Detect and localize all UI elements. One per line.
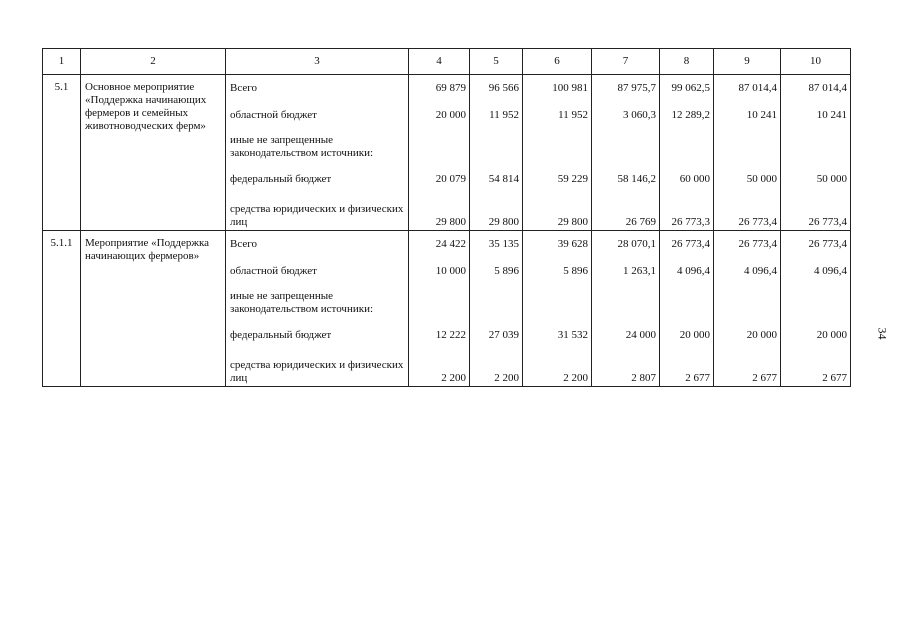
funding-source-label: иные не запрещенные законодательством источники: (230, 290, 374, 315)
value-cell (592, 231, 660, 387)
value: 28 070,1 (617, 238, 656, 250)
value: 29 800 (435, 216, 466, 228)
page-number: 34 (875, 327, 890, 340)
header-cell: 7 (592, 49, 660, 75)
value-cell (470, 75, 523, 231)
value (409, 128, 469, 166)
value: 26 773,4 (808, 216, 847, 228)
value: 5 896 (494, 264, 519, 277)
value: 10 241 (816, 108, 847, 121)
value: 4 096,4 (744, 264, 777, 277)
budget-table (42, 48, 851, 387)
value: 35 135 (488, 238, 519, 250)
value: 20 079 (435, 172, 466, 185)
funding-source-label: федеральный бюджет (230, 328, 332, 341)
value: 58 146,2 (617, 172, 656, 185)
value: 12 289,2 (671, 108, 710, 121)
value: 39 628 (557, 238, 588, 250)
value-cell (714, 75, 781, 231)
value (592, 284, 659, 322)
funding-source-label: областной бюджет (230, 264, 317, 277)
value: 4 096,4 (677, 264, 710, 277)
header-cell: 8 (660, 49, 714, 75)
value: 2 200 (441, 372, 466, 384)
value: 2 200 (494, 372, 519, 384)
value: 26 773,3 (671, 216, 710, 228)
header-cell: 3 (226, 49, 409, 75)
value: 59 229 (557, 172, 588, 185)
value (781, 284, 850, 322)
value-cell (470, 231, 523, 387)
value: 4 096,4 (814, 264, 847, 277)
value: 50 000 (816, 172, 847, 185)
funding-source-cell (226, 75, 409, 231)
value: 5 896 (563, 264, 588, 277)
value: 20 000 (746, 328, 777, 341)
funding-source-label: средства юридических и физических лиц (230, 359, 404, 384)
value: 87 975,7 (617, 82, 656, 94)
value-cell (714, 231, 781, 387)
value: 69 879 (435, 82, 466, 94)
value: 2 200 (563, 372, 588, 384)
value-cell (592, 75, 660, 231)
header-cell: 9 (714, 49, 781, 75)
value: 3 060,3 (623, 108, 656, 121)
value (592, 128, 659, 166)
value (660, 284, 713, 322)
value: 96 566 (488, 82, 519, 94)
value: 2 677 (685, 372, 710, 384)
section-row (43, 75, 851, 231)
value: 12 222 (435, 328, 466, 341)
header-cell: 2 (81, 49, 226, 75)
value: 20 000 (816, 328, 847, 341)
value-cell (781, 75, 851, 231)
funding-source-label: Всего (230, 238, 257, 250)
value (470, 128, 522, 166)
value-cell (660, 231, 714, 387)
value: 26 773,4 (738, 216, 777, 228)
value: 11 952 (489, 108, 519, 121)
header-cell: 10 (781, 49, 851, 75)
value (523, 128, 591, 166)
value: 10 241 (746, 108, 777, 121)
header-cell: 5 (470, 49, 523, 75)
value: 24 000 (625, 328, 656, 341)
funding-source-label: средства юридических и физических лиц (230, 203, 404, 228)
header-cell: 4 (409, 49, 470, 75)
value: 20 000 (435, 108, 466, 121)
value: 54 814 (488, 172, 519, 185)
value: 10 000 (435, 264, 466, 277)
section-number: 5.1 (43, 75, 81, 231)
header-row (43, 49, 851, 75)
value-cell (409, 75, 470, 231)
value: 100 981 (552, 82, 588, 94)
value: 50 000 (746, 172, 777, 185)
value: 31 532 (557, 328, 588, 341)
value (660, 128, 713, 166)
value: 29 800 (557, 216, 588, 228)
value: 26 773,4 (738, 238, 777, 250)
value (409, 284, 469, 322)
value-cell (523, 75, 592, 231)
section-name: Основное мероприятие «Поддержка начинающих фермеров и семейных животноводческих ферм» (81, 75, 226, 231)
value: 87 014,4 (808, 82, 847, 94)
section-row (43, 231, 851, 387)
value-cell (409, 231, 470, 387)
section-number: 5.1.1 (43, 231, 81, 387)
value-cell (781, 231, 851, 387)
value: 11 952 (558, 108, 588, 121)
value: 2 807 (631, 372, 656, 384)
header-cell: 6 (523, 49, 592, 75)
funding-source-label: Всего (230, 82, 257, 94)
value: 87 014,4 (738, 82, 777, 94)
value: 20 000 (679, 328, 710, 341)
value (781, 128, 850, 166)
value: 99 062,5 (671, 82, 710, 94)
value: 29 800 (488, 216, 519, 228)
value: 27 039 (488, 328, 519, 341)
section-name: Мероприятие «Поддержка начинающих фермеров» (81, 231, 226, 387)
value-cell (660, 75, 714, 231)
value (714, 128, 780, 166)
value: 60 000 (679, 172, 710, 185)
funding-source-label: иные не запрещенные законодательством источники: (230, 134, 374, 159)
value: 2 677 (822, 372, 847, 384)
value (714, 284, 780, 322)
funding-source-cell (226, 231, 409, 387)
value: 2 677 (752, 372, 777, 384)
value (470, 284, 522, 322)
header-cell: 1 (43, 49, 81, 75)
value: 26 769 (625, 216, 656, 228)
funding-source-label: федеральный бюджет (230, 172, 332, 185)
value-cell (523, 231, 592, 387)
value: 26 773,4 (808, 238, 847, 250)
value (523, 284, 591, 322)
funding-source-label: областной бюджет (230, 108, 317, 121)
value: 26 773,4 (671, 238, 710, 250)
value: 24 422 (435, 238, 466, 250)
value: 1 263,1 (623, 264, 656, 277)
